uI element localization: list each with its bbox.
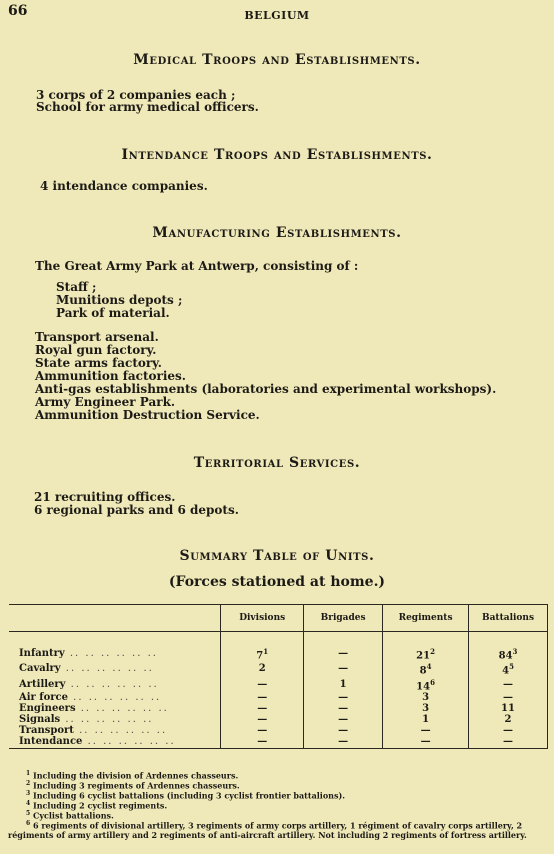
cell-value: 8 [419,665,427,677]
row-label [9,725,221,736]
table-row [9,714,548,725]
territorial-line: 6 regional parks and 6 depots. [34,503,239,517]
row-label-text: Artillery [19,678,66,690]
cell-value: 11 [501,702,515,714]
cell-divisions [221,692,304,703]
footnote-number: 6 [26,820,31,827]
leader-dots: .. .. .. .. .. .. [65,678,159,690]
cell-brigades [304,692,383,703]
summary-table-body [9,632,548,749]
manufacturing-item: Army Engineer Park. [35,395,176,409]
cell-value: — [338,724,349,736]
cell-value: 2 [504,713,512,725]
cell-divisions [221,714,304,725]
row-label [9,661,221,676]
cell-value: — [503,724,514,736]
footnote-number: 3 [26,790,31,797]
park-item: Munitions depots ; [56,293,183,307]
cell-value: 3 [422,702,430,714]
cell-value: — [338,663,349,675]
column-header-divisions: Divisions [221,605,304,632]
medical-line: 3 corps of 2 companies each ; [36,88,236,102]
table-spacer-row [9,632,548,647]
footnote-mark: 2 [430,647,435,656]
footnote-text: Including the division of Ardennes chasseurs. [32,770,239,781]
park-item: Staff ; [56,280,97,294]
cell-value: — [338,702,349,714]
territorial-heading: Territorial Services. [193,455,361,471]
footnote-number: 2 [26,780,31,787]
cell-value: — [503,691,514,703]
leader-dots: .. .. .. .. .. .. [82,736,176,748]
footnote-number: 1 [26,770,31,777]
footnote-text: Including 2 cyclist regiments. [32,800,168,811]
leader-dots: .. .. .. .. .. .. [75,702,169,714]
manufacturing-item: Anti-gas establishments (laboratories and experimental workshops). [35,382,497,396]
row-label [9,646,221,661]
cell-value: 3 [422,691,430,703]
footnote-number: 4 [26,800,31,807]
row-label [9,714,221,725]
cell-brigades [304,736,383,749]
row-label-text: Transport [19,724,74,736]
cell-value: — [503,736,514,748]
row-label [9,677,221,692]
row-label-text: Intendance [19,736,83,748]
cell-divisions [221,677,304,692]
column-header-blank [9,605,221,632]
row-label [9,703,221,714]
intendance-line: 4 intendance companies. [40,179,208,193]
cell-battalions [469,725,548,736]
footnote-text: 6 regiments of divisional artillery, 3 regiments of army corps artillery, 1 régiment of cavalry corps artillery, 2 régiments of army artillery and 2 regiments of anti-aircraft artillery. Not including 2 regiments of fortress artillery. [8,820,527,840]
running-title: BELGIUM [244,9,310,22]
manufacturing-item: Royal gun factory. [35,343,157,357]
row-label [9,736,221,749]
cell-value: — [257,678,268,690]
footnote-text: Including 6 cyclist battalions (including 3 cyclist frontier battalions). [32,790,346,801]
footnote-text: Including 3 regiments of Ardennes chasseurs. [32,780,240,791]
cell-battalions [469,714,548,725]
cell-regiments [383,661,469,676]
footnote-text: Cyclist battalions. [32,810,114,821]
cell-brigades [304,661,383,676]
cell-regiments [383,714,469,725]
manufacturing-item: Ammunition factories. [35,369,186,383]
medical-line: School for army medical officers. [36,100,259,114]
cell-divisions [221,646,304,661]
cell-value: — [257,713,268,725]
leader-dots: .. .. .. .. .. .. [64,648,158,660]
table-header-row [9,605,548,632]
cell-regiments [383,725,469,736]
cell-divisions [221,736,304,749]
cell-value: — [257,724,268,736]
footnote-mark: 6 [430,677,435,687]
row-label-text: Cavalry [19,663,61,675]
footnote [8,819,548,840]
cell-battalions [469,646,548,661]
cell-value: — [503,678,514,690]
cell-brigades [304,714,383,725]
cell-brigades [304,646,383,661]
table-row [9,703,548,714]
page-number: 66 [8,3,28,19]
cell-value: 1 [422,713,430,725]
footnote-mark: 1 [263,647,269,656]
cell-value: 4 [502,665,510,677]
leader-dots: .. .. .. .. .. .. [73,724,168,736]
cell-value: — [257,702,268,714]
manufacturing-item: Transport arsenal. [35,330,159,344]
cell-value: — [338,691,349,703]
table-row [9,661,548,676]
cell-value: — [420,736,431,748]
cell-battalions [469,692,548,703]
footnote-mark: 5 [509,662,514,672]
cell-battalions [469,703,548,714]
summary-table [9,604,548,749]
cell-value: 84 [498,650,513,662]
cell-brigades [304,725,383,736]
cell-battalions [469,736,548,749]
summary-heading: Summary Table of Units. [179,548,375,564]
cell-value: — [257,736,268,748]
park-item: Park of material. [56,306,170,320]
cell-value: 2 [258,663,266,675]
cell-regiments [383,736,469,749]
footnote-mark: 3 [512,647,518,656]
leader-dots: .. .. .. .. .. .. [60,663,154,675]
table-row [9,725,548,736]
table-row [9,677,548,692]
cell-value: — [338,648,349,660]
column-header-regiments: Regiments [383,605,469,632]
cell-divisions [221,725,304,736]
cell-brigades [304,677,383,692]
cell-value: 1 [339,678,347,690]
cell-value: — [338,713,349,725]
cell-battalions [469,661,548,676]
leader-dots: .. .. .. .. .. .. [68,691,162,703]
cell-value: 14 [416,680,431,692]
row-label [9,692,221,703]
cell-value: — [257,691,268,703]
cell-regiments [383,692,469,703]
manufacturing-intro: The Great Army Park at Antwerp, consisting of : [35,259,359,273]
row-label-text: Infantry [19,648,65,660]
footnote-mark: 4 [426,662,432,672]
cell-regiments [383,703,469,714]
column-header-brigades: Brigades [304,605,383,632]
cell-value: 7 [256,650,264,662]
row-label-text: Signals [19,713,61,725]
cell-regiments [383,646,469,661]
column-header-battalions: Battalions [469,605,548,632]
table-row [9,736,548,749]
cell-value: 21 [416,650,431,662]
leader-dots: .. .. .. .. .. .. [60,713,154,725]
manufacturing-item: State arms factory. [35,356,162,370]
cell-value: — [420,724,431,736]
table-row [9,692,548,703]
cell-divisions [221,703,304,714]
cell-brigades [304,703,383,714]
cell-regiments [383,677,469,692]
row-label-text: Engineers [19,702,76,714]
cell-value: — [338,736,349,748]
medical-heading: Medical Troops and Establishments. [133,52,421,68]
intendance-heading: Intendance Troops and Establishments. [121,147,433,163]
row-label-text: Air force [19,691,68,703]
footnote-number: 5 [26,810,31,817]
table-row [9,646,548,661]
cell-divisions [221,661,304,676]
manufacturing-heading: Manufacturing Establishments. [152,225,402,241]
summary-subtitle: (Forces stationed at home.) [168,574,386,590]
manufacturing-item: Ammunition Destruction Service. [35,408,260,422]
territorial-line: 21 recruiting offices. [34,490,176,504]
cell-battalions [469,677,548,692]
